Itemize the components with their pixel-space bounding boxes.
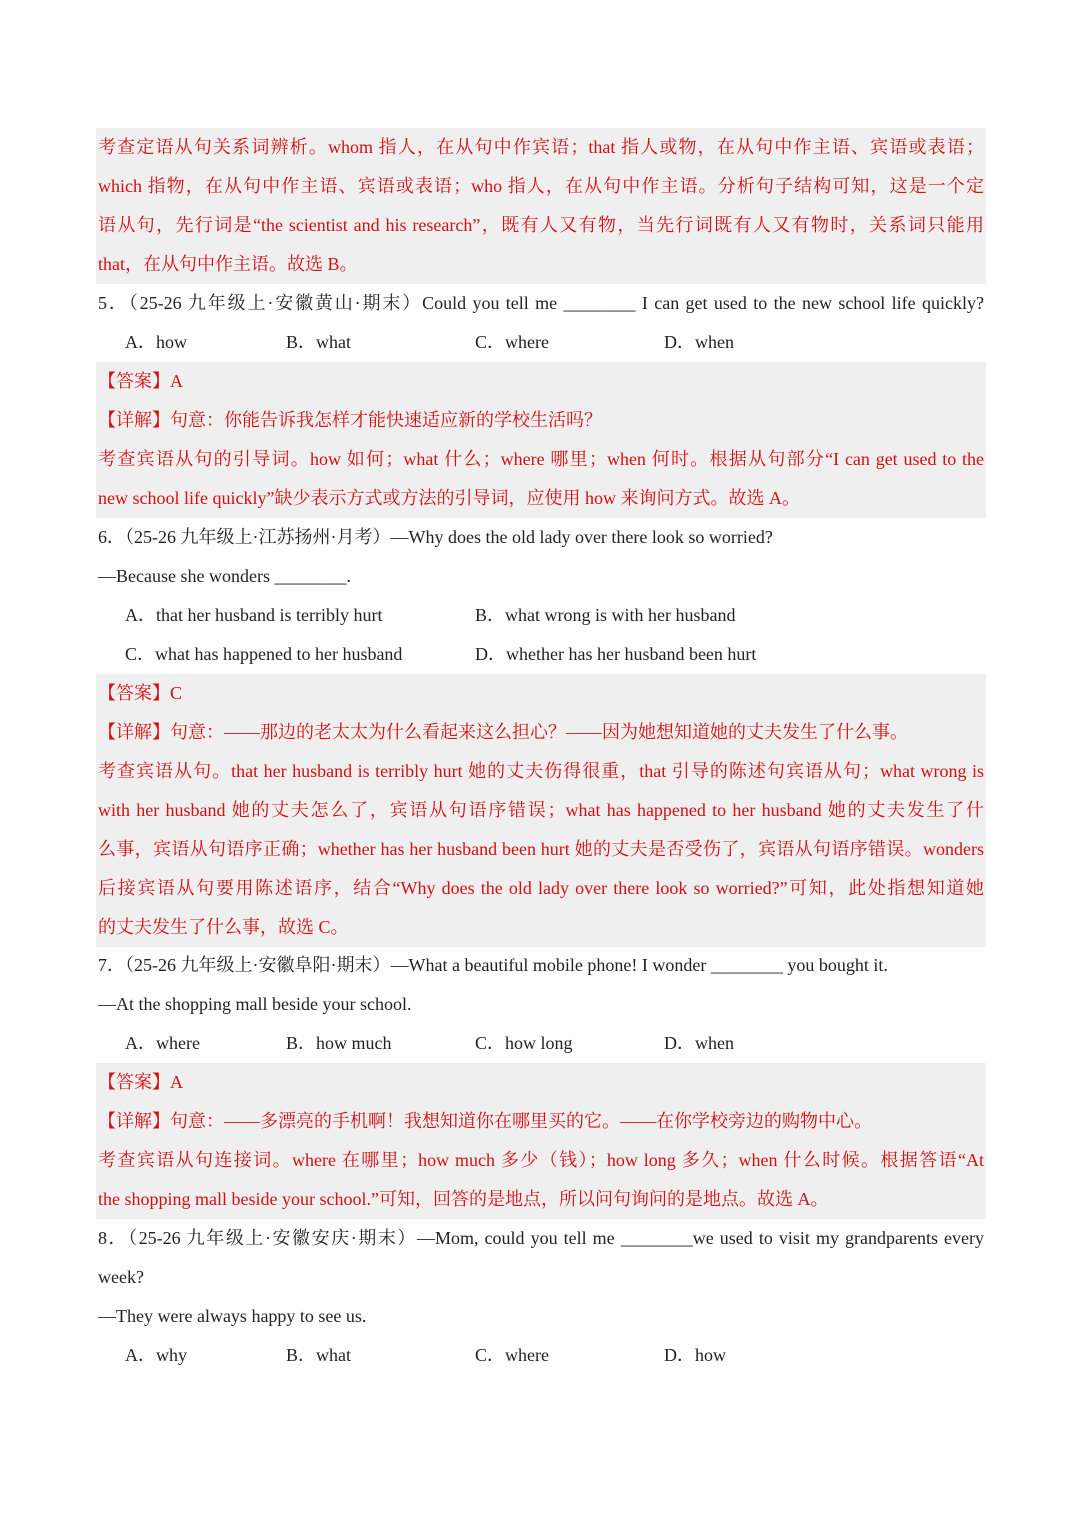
- q8-option-d: D．how: [664, 1345, 726, 1365]
- q8-stem-continued: week?: [98, 1267, 144, 1287]
- q5-analysis-line: 考查宾语从句的引导词。how 如何；what 什么；where 哪里；when 何时。根据从句部分“I can get used to the: [98, 449, 984, 469]
- q6-stem-reply: —Because she wonders ________.: [98, 566, 351, 586]
- q7-option-a: A．where: [125, 1033, 200, 1053]
- q6-option-a: A．that her husband is terribly hurt: [125, 605, 383, 625]
- q6-meaning: 【详解】句意：——那边的老太太为什么看起来这么担心？——因为她想知道她的丈夫发生了什么事。: [98, 722, 908, 742]
- q6-option-b: B．what wrong is with her husband: [475, 605, 736, 625]
- q6-option-d: D．whether has her husband been hurt: [475, 644, 757, 664]
- q7-meaning: 【详解】句意：——多漂亮的手机啊！我想知道你在哪里买的它。——在你学校旁边的购物中心。: [98, 1111, 872, 1131]
- q6-answer: 【答案】C: [98, 683, 183, 703]
- q5-option-c: C．where: [475, 332, 549, 352]
- q4-analysis-line: that，在从句中作主语。故选 B。: [98, 254, 358, 274]
- q5-analysis-line: new school life quickly”缺少表示方式或方法的引导词，应使用 how 来询问方式。故选 A。: [98, 488, 800, 508]
- q6-stem: 6．（25-26 九年级上·江苏扬州·月考）—Why does the old lady over there look so worried?: [98, 527, 773, 547]
- q4-analysis-line: 考查定语从句关系词辨析。whom 指人，在从句中作宾语；that 指人或物，在从句中作主语、宾语或表语；: [98, 137, 984, 157]
- q5-option-b: B．what: [286, 332, 351, 352]
- q7-answer: 【答案】A: [98, 1072, 183, 1092]
- q6-analysis-line: 么事，宾语从句语序正确；whether has her husband been hurt 她的丈夫是否受伤了，宾语从句语序错误。wonders: [98, 839, 984, 859]
- q8-option-b: B．what: [286, 1345, 351, 1365]
- q4-analysis-line: 语从句，先行词是“the scientist and his research”，既有人又有物，当先行词既有人又有物时，关系词只能用: [98, 215, 984, 235]
- q7-stem: 7．（25-26 九年级上·安徽阜阳·期末）—What a beautiful mobile phone! I wonder ________ you bought it.: [98, 955, 888, 975]
- q5-answer: 【答案】A: [98, 371, 183, 391]
- q8-stem-reply: —They were always happy to see us.: [98, 1306, 367, 1326]
- q5-option-a: A．how: [125, 332, 187, 352]
- q4-analysis-line: which 指物，在从句中作主语、宾语或表语；who 指人，在从句中作主语。分析句子结构可知，这是一个定: [98, 176, 984, 196]
- q5-stem: 5．（25-26 九年级上·安徽黄山·期末）Could you tell me ________ I can get used to the new school life quickly?: [98, 293, 984, 313]
- q8-stem: 8．（25-26 九年级上·安徽安庆·期末）—Mom, could you tell me ________we used to visit my grandparents every: [98, 1228, 984, 1248]
- q8-option-c: C．where: [475, 1345, 549, 1365]
- q6-analysis-line: 后接宾语从句要用陈述语序，结合“Why does the old lady over there look so worried?”可知，此处指想知道她: [98, 878, 984, 898]
- q7-option-c: C．how long: [475, 1033, 573, 1053]
- q5-option-d: D．when: [664, 332, 734, 352]
- q7-analysis-line: 考查宾语从句连接词。where 在哪里；how much 多少（钱）；how long 多久；when 什么时候。根据答语“At: [98, 1150, 984, 1170]
- q7-stem-reply: —At the shopping mall beside your school.: [98, 994, 412, 1014]
- q6-analysis-line: with her husband 她的丈夫怎么了，宾语从句语序错误；what has happened to her husband 她的丈夫发生了什: [98, 800, 984, 820]
- q6-option-c: C．what has happened to her husband: [125, 644, 403, 664]
- q8-option-a: A．why: [125, 1345, 187, 1365]
- q7-option-b: B．how much: [286, 1033, 392, 1053]
- q6-analysis-line: 的丈夫发生了什么事，故选 C。: [98, 917, 349, 937]
- q5-meaning: 【详解】句意：你能告诉我怎样才能快速适应新的学校生活吗？: [98, 410, 602, 430]
- q7-option-d: D．when: [664, 1033, 734, 1053]
- q7-analysis-line: the shopping mall beside your school.”可知，回答的是地点，所以问句询问的是地点。故选 A。: [98, 1189, 829, 1209]
- q6-analysis-line: 考查宾语从句。that her husband is terribly hurt 她的丈夫伤得很重，that 引导的陈述句宾语从句；what wrong is: [98, 761, 984, 781]
